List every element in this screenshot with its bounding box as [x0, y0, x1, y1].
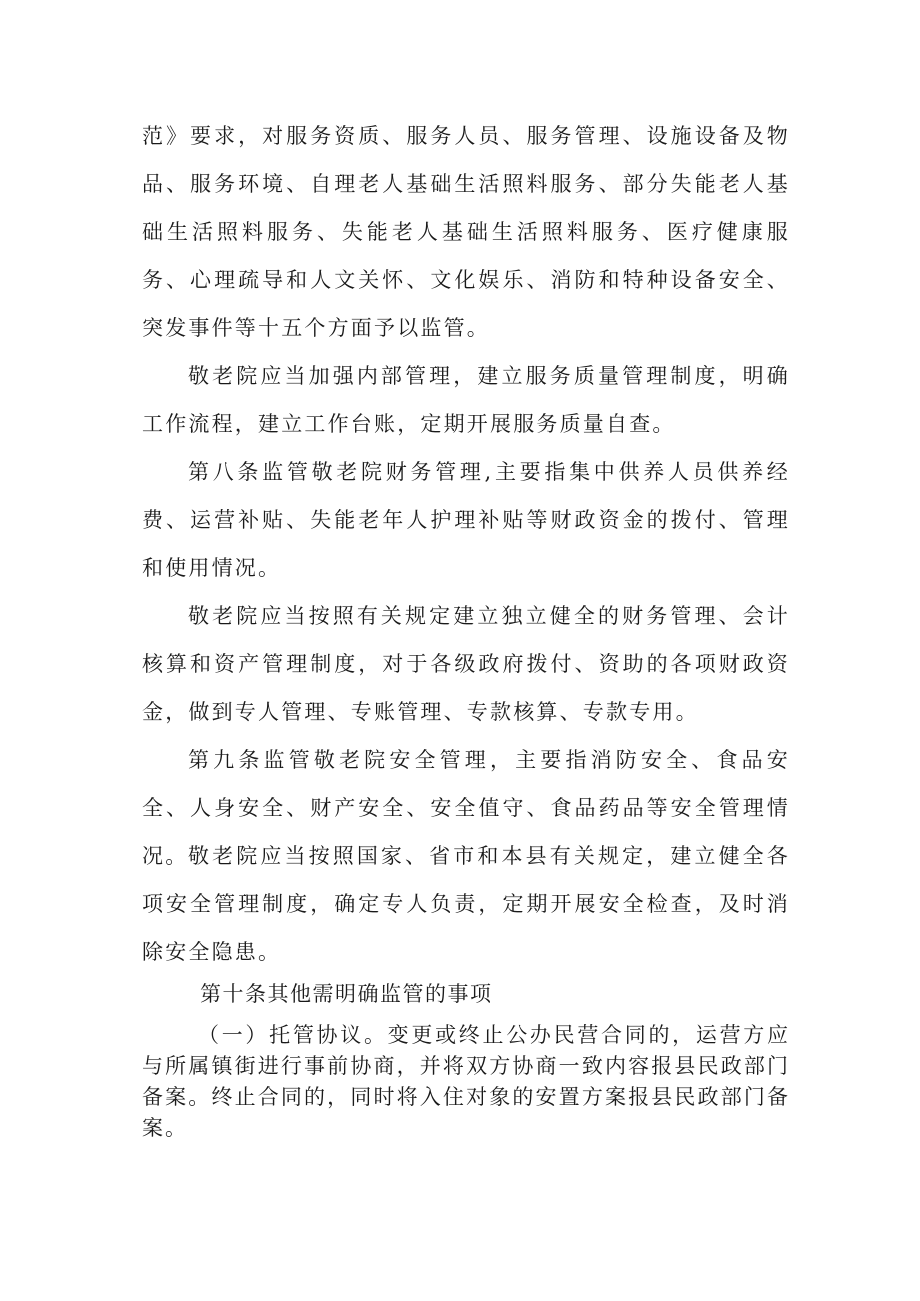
article-10-heading: 第十条其他需明确监管的事项: [200, 982, 493, 1006]
paragraph-article-8: 第八条监管敬老院财务管理,主要指集中供养人员供养经费、运营补贴、失能老年人护理补贴等财政资金的拨付、管理和使用情况。: [142, 460, 790, 580]
article-10-item-1: （一）托管协议。变更或终止公办民营合同的，运营方应与所属镇街进行事前协商，并将双方协商一致内容报县民政部门备案。终止合同的，同时将入住对象的安置方案报县民政部门备案。: [142, 1023, 790, 1140]
paragraph-safety-system: 敬老院应当按照国家、省市和本县有关规定，建立健全各项安全管理制度，确定专人负责，定期开展安全检查，及时消除安全隐患。: [142, 844, 790, 964]
paragraph-article-9: 第九条监管敬老院安全管理，主要指消防安全、食品安全、人身安全、财产安全、安全值守、食品药品等安全管理情况。: [142, 748, 790, 868]
paragraph-financial-system: 敬老院应当按照有关规定建立独立健全的财务管理、会计核算和资产管理制度，对于各级政府拨付、资助的各项财政资金，做到专人管理、专账管理、专款核算、专款专用。: [142, 604, 790, 724]
paragraph-service-scope: 范》要求，对服务资质、服务人员、服务管理、设施设备及物品、服务环境、自理老人基础生活照料服务、部分失能老人基础生活照料服务、失能老人基础生活照料服务、医疗健康服务、心理疏导和人文关怀、文化娱乐、消防和特种设备安全、突发事件等十五个方面予以监管。: [142, 124, 790, 340]
paragraph-internal-management: 敬老院应当加强内部管理，建立服务质量管理制度，明确工作流程，建立工作台账，定期开展服务质量自查。: [142, 364, 790, 436]
